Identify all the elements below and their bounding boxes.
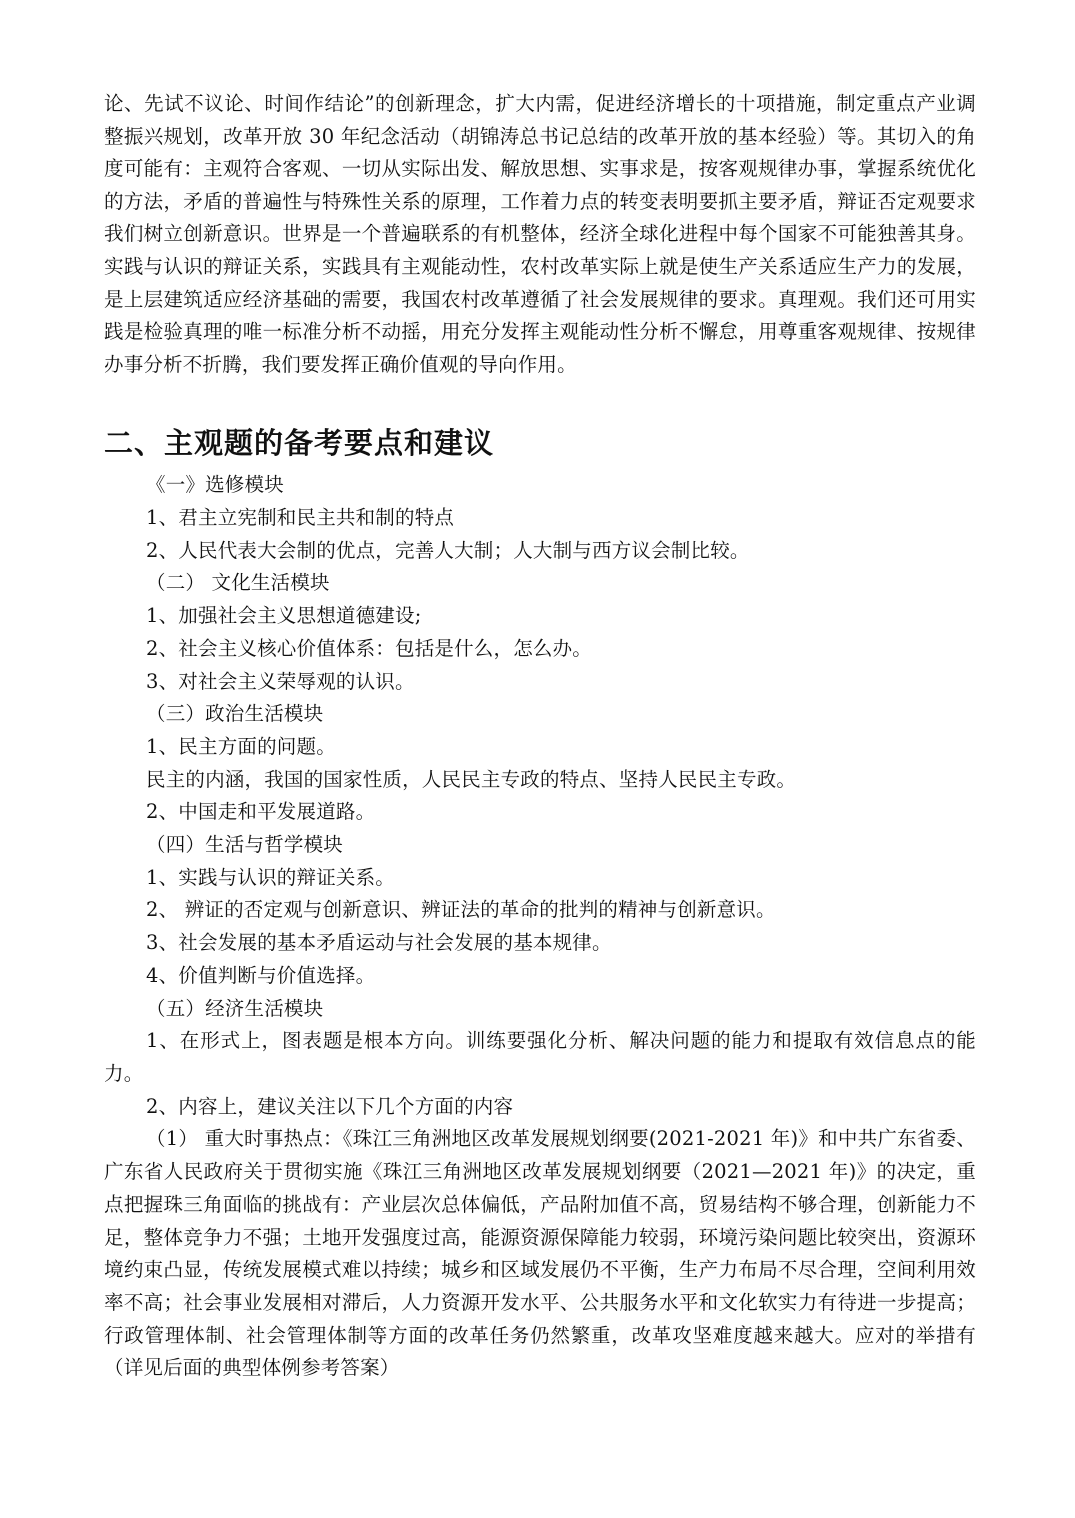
list-item: 2、 辨证的否定观与创新意识、辨证法的革命的批判的精神与创新意识。 (146, 898, 776, 922)
list-item: 1、君主立宪制和民主共和制的特点 (146, 506, 455, 530)
list-item: 3、对社会主义荣辱观的认识。 (146, 669, 415, 693)
econ-point-hot-topic: （1） 重大时事热点：《珠江三角洲地区改革发展规划纲要(2021-2021 年)》和中共广东省委、广东省人民政府关于贯彻实施《珠江三角洲地区改革发展规划纲要（2021—2021 年)》的决定，重点把握珠三角面临的挑战有：产业层次总体偏低，产品附加值不高，贸易结构不够合理，创新能力不足，整体竞争力不强；土地开发强度过高，能源资源保障能力较弱，环境污染问题比较突出，资源环境约束凸显，传统发展模式难以持续；城乡和区域发展仍不平衡，生产力布局不尽合理，空间利用效率不高；社会事业发展相对滞后，人力资源开发水平、公共服务水平和文化软实力有待进一步提高；行政管理体制、社会管理体制等方面的改革任务仍然繁重，改革攻坚难度越来越大。应对的举措有（详见后面的典型体例参考答案） (104, 1127, 976, 1380)
list-item: 1、民主方面的问题。 (146, 734, 336, 758)
list-item: 2、人民代表大会制的优点，完善人大制；人大制与西方议会制比较。 (146, 538, 750, 562)
section-title: 二、主观题的备考要点和建议 (104, 426, 495, 461)
list-item: 2、社会主义核心价值体系：包括是什么，怎么办。 (146, 636, 593, 660)
list-item: 2、中国走和平发展道路。 (146, 800, 376, 824)
module-list (104, 469, 976, 1385)
module-heading-elective: 《一》选修模块 (146, 473, 284, 497)
econ-point-content: 2、内容上，建议关注以下几个方面的内容 (146, 1094, 514, 1118)
list-item: 1、加强社会主义思想道德建设; (146, 604, 422, 628)
module-heading-economy: （五）经济生活模块 (146, 996, 324, 1020)
list-item: 1、实践与认识的辩证关系。 (146, 865, 396, 889)
module-heading-culture: （二） 文化生活模块 (146, 571, 330, 595)
document-page (104, 88, 976, 1385)
list-item: 民主的内涵，我国的国家性质，人民民主专政的特点、坚持人民民主专政。 (146, 767, 797, 791)
intro-paragraph: 论、先试不议论、时间作结论”的创新理念，扩大内需，促进经济增长的十项措施，制定重点产业调整振兴规划，改革开放 30 年纪念活动（胡锦涛总书记总结的改革开放的基本经验）等。其切入的角度可能有：主观符合客观、一切从实际出发、解放思想、实事求是，按客观规律办事，掌握系统优化的方法，矛盾的普遍性与特殊性关系的原理，工作着力点的转变表明要抓主要矛盾，辩证否定观要求我们树立创新意识。世界是一个普遍联系的有机整体，经济全球化进程中每个国家不可能独善其身。实践与认识的辩证关系，实践具有主观能动性，农村改革实际上就是使生产关系适应生产力的发展，是上层建筑适应经济基础的需要，我国农村改革遵循了社会发展规律的要求。真理观。我们还可用实践是检验真理的唯一标准分析不动摇，用充分发挥主观能动性分析不懈怠，用尊重客观规律、按规律办事分析不折腾，我们要发挥正确价值观的导向作用。 (104, 92, 976, 376)
list-item: 3、社会发展的基本矛盾运动与社会发展的基本规律。 (146, 931, 612, 955)
list-item: 4、价值判断与价值选择。 (146, 963, 376, 987)
econ-point-form: 1、在形式上，图表题是根本方向。训练要强化分析、解决问题的能力和提取有效信息点的能力。 (104, 1029, 976, 1085)
module-heading-philosophy: （四）生活与哲学模块 (146, 833, 344, 857)
module-heading-politics: （三）政治生活模块 (146, 702, 324, 726)
